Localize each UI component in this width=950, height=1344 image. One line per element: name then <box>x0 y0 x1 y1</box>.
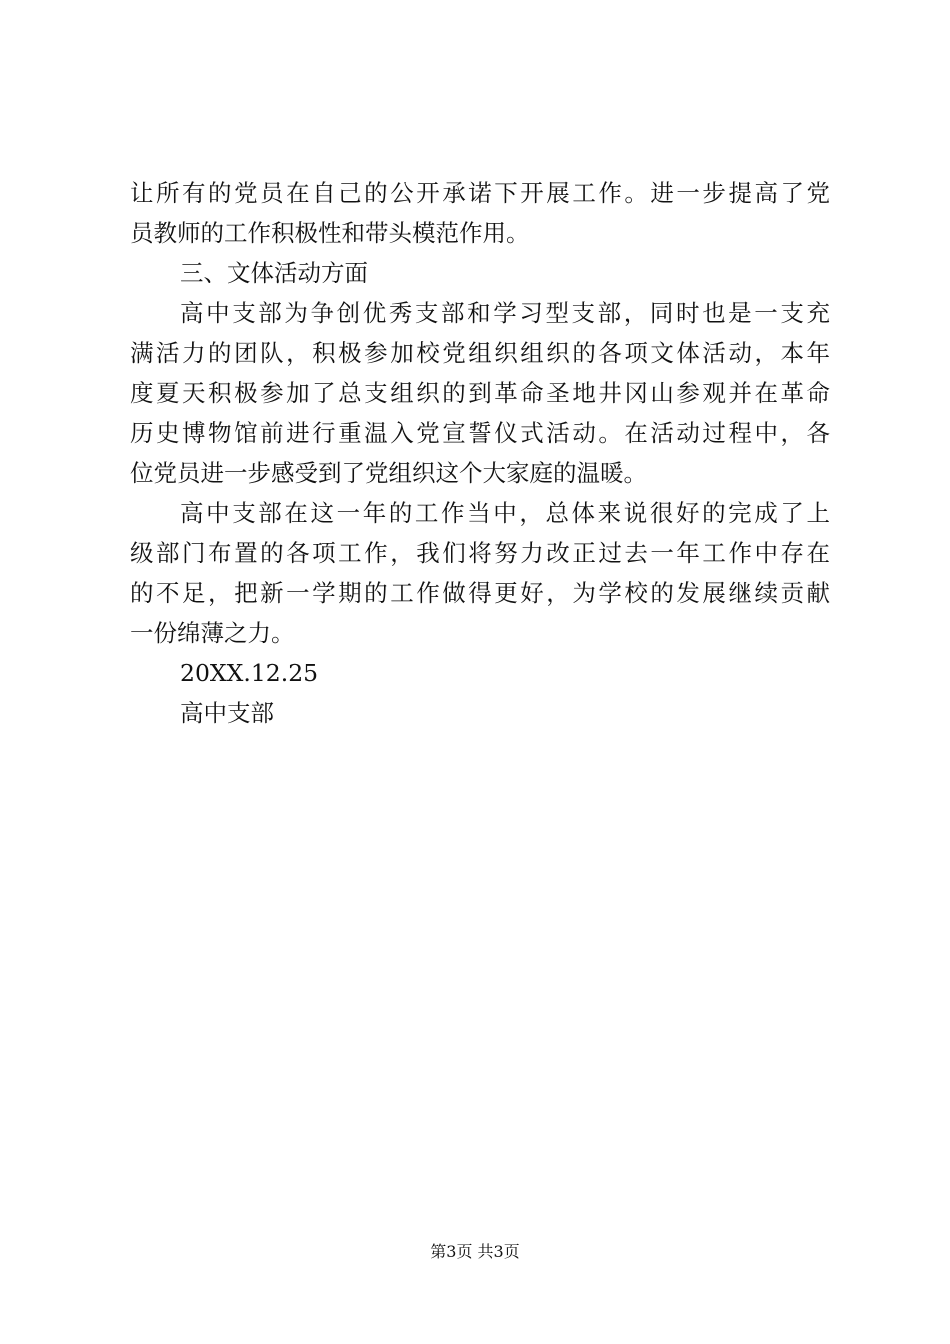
page-number-footer: 第3页 共3页 <box>430 1242 520 1261</box>
document-signature: 高中支部 <box>180 699 274 727</box>
text-line: 位党员进一步感受到了党组织这个大家庭的温暖。 <box>130 459 647 487</box>
text-line: 一份绵薄之力。 <box>130 619 295 647</box>
text-line: 让所有的党员在自己的公开承诺下开展工作。进一步提高了党 <box>130 179 830 207</box>
text-line: 级部门布置的各项工作，我们将努力改正过去一年工作中存在 <box>130 539 830 567</box>
text-line: 度夏天积极参加了总支组织的到革命圣地井冈山参观并在革命 <box>130 379 830 407</box>
section-heading: 三、文体活动方面 <box>180 259 368 287</box>
text-line: 高中支部为争创优秀支部和学习型支部，同时也是一支充 <box>180 299 830 327</box>
document-date: 20XX.12.25 <box>180 659 319 687</box>
document-body <box>130 173 830 733</box>
text-line: 员教师的工作积极性和带头模范作用。 <box>130 219 530 247</box>
text-line: 高中支部在这一年的工作当中，总体来说很好的完成了上 <box>180 499 830 527</box>
text-line: 满活力的团队，积极参加校党组织组织的各项文体活动，本年 <box>130 339 830 367</box>
text-line: 历史博物馆前进行重温入党宣誓仪式活动。在活动过程中，各 <box>130 419 830 447</box>
text-line: 的不足，把新一学期的工作做得更好，为学校的发展继续贡献 <box>130 579 830 607</box>
